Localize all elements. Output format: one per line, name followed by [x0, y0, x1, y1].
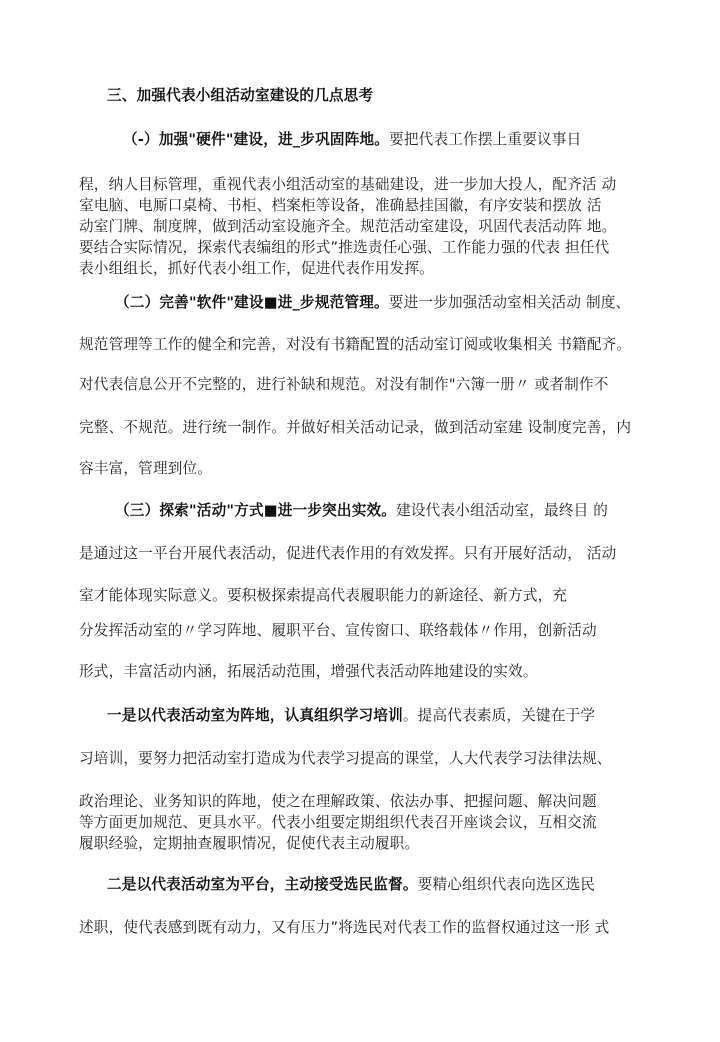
paragraph-line: 政治理论、业务知识的阵地，使之在理解政策、依法办事、把握问题、解决问题: [79, 793, 597, 810]
paragraph-line: [115, 293, 630, 313]
paragraph-line: 述职，使代表感到既有动力，又有压力”将选民对代表工作的监督权通过这一形 式: [79, 919, 610, 936]
paragraph-text: 要进一步加强活动室相关活动 制度、: [388, 294, 631, 311]
paragraph-line: [123, 130, 581, 150]
paragraph-line: 对代表信息公开不完整的，进行补缺和规范。对没有制作"六簿一册〃 或者制作不: [79, 376, 609, 393]
paragraph-line: 履职经验，定期抽查履职情况，促使代表主动履职。: [79, 835, 420, 852]
paragraph-line: [115, 501, 608, 521]
paragraph-line: 形式，丰富活动内涵，拓展活动范围，增强代表活动阵地建设的实效。: [79, 663, 538, 680]
paragraph-line: 室电脑、电厮口桌椅、书柜、档案柜等设备，准确悬挂国徽，有序安装和摆放 活: [79, 197, 602, 214]
paragraph-text: 建设代表小组活动室，最终目 的: [396, 502, 609, 519]
paragraph-line: 动室门牌、制度牌，做到活动室设施齐全。规范活动室建设，巩固代表活动阵 地。: [79, 218, 617, 235]
paragraph-text: 。提高代表素质，关键在于学: [402, 707, 596, 724]
point-title: 二是以代表活动室为平台，主动接受选民监督。: [107, 876, 418, 893]
paragraph-line: [107, 706, 595, 726]
paragraph-line: 习培训，要努力把活动室打造成为代表学习提高的课堂，人大代表学习法律法规、: [79, 750, 612, 767]
subsection-title: （三）探索"活动"方式■进一步突出实效。: [115, 502, 397, 519]
paragraph-line: 规范管理等工作的健全和完善，对没有书籍配置的活动室订阅或收集相关 书籍配齐。: [79, 336, 632, 353]
point-title: 一是以代表活动室为阵地，认真组织学习培训: [107, 707, 403, 724]
paragraph-line: 要结合实际情况，探索代表编组的形式”推选责任心强、工作能力强的代表 担任代: [79, 239, 610, 256]
paragraph-line: [107, 875, 595, 895]
paragraph-text: 要精心组织代表向选区选民: [417, 876, 596, 893]
paragraph-line: 室才能体现实际意义。要积极探索提高代表履职能力的新途径、新方式，充: [79, 587, 568, 604]
paragraph-line: 容丰富，管理到位。: [79, 460, 213, 477]
paragraph-text: 要把代表工作摆上重要议事日: [389, 131, 582, 148]
paragraph-line: 分发挥活动室的〃学习阵地、履职平台、宣传窗口、联络载体〃作用，创新活动: [79, 622, 597, 639]
paragraph-line: 等方面更加规范、更具水平。代表小组要定期组织代表召开座谈会议，互相交流: [79, 814, 597, 831]
paragraph-line: 程，纳人目标管理，重视代表小组活动室的基础建设，进一步加大投人，配齐活 动: [79, 176, 617, 193]
subsection-title: （-）加强"硬件"建设，进_步巩固阵地。: [123, 131, 390, 148]
paragraph-line: 表小组组长，抓好代表小组工作，促进代表作用发挥。: [79, 260, 435, 277]
subsection-title: （二）完善"软件"建设■进_步规范管理。: [115, 294, 389, 311]
section-heading: 三、加强代表小组活动室建设的几点思考: [107, 87, 374, 104]
paragraph-line: 完整、不规范。进行统一制作。并做好相关活动记录，做到活动室建 设制度完善，内: [79, 419, 632, 436]
paragraph-line: 是通过这一平台开展代表活动，促进代表作用的有效发挥。只有开展好活动， 活动: [79, 545, 617, 562]
